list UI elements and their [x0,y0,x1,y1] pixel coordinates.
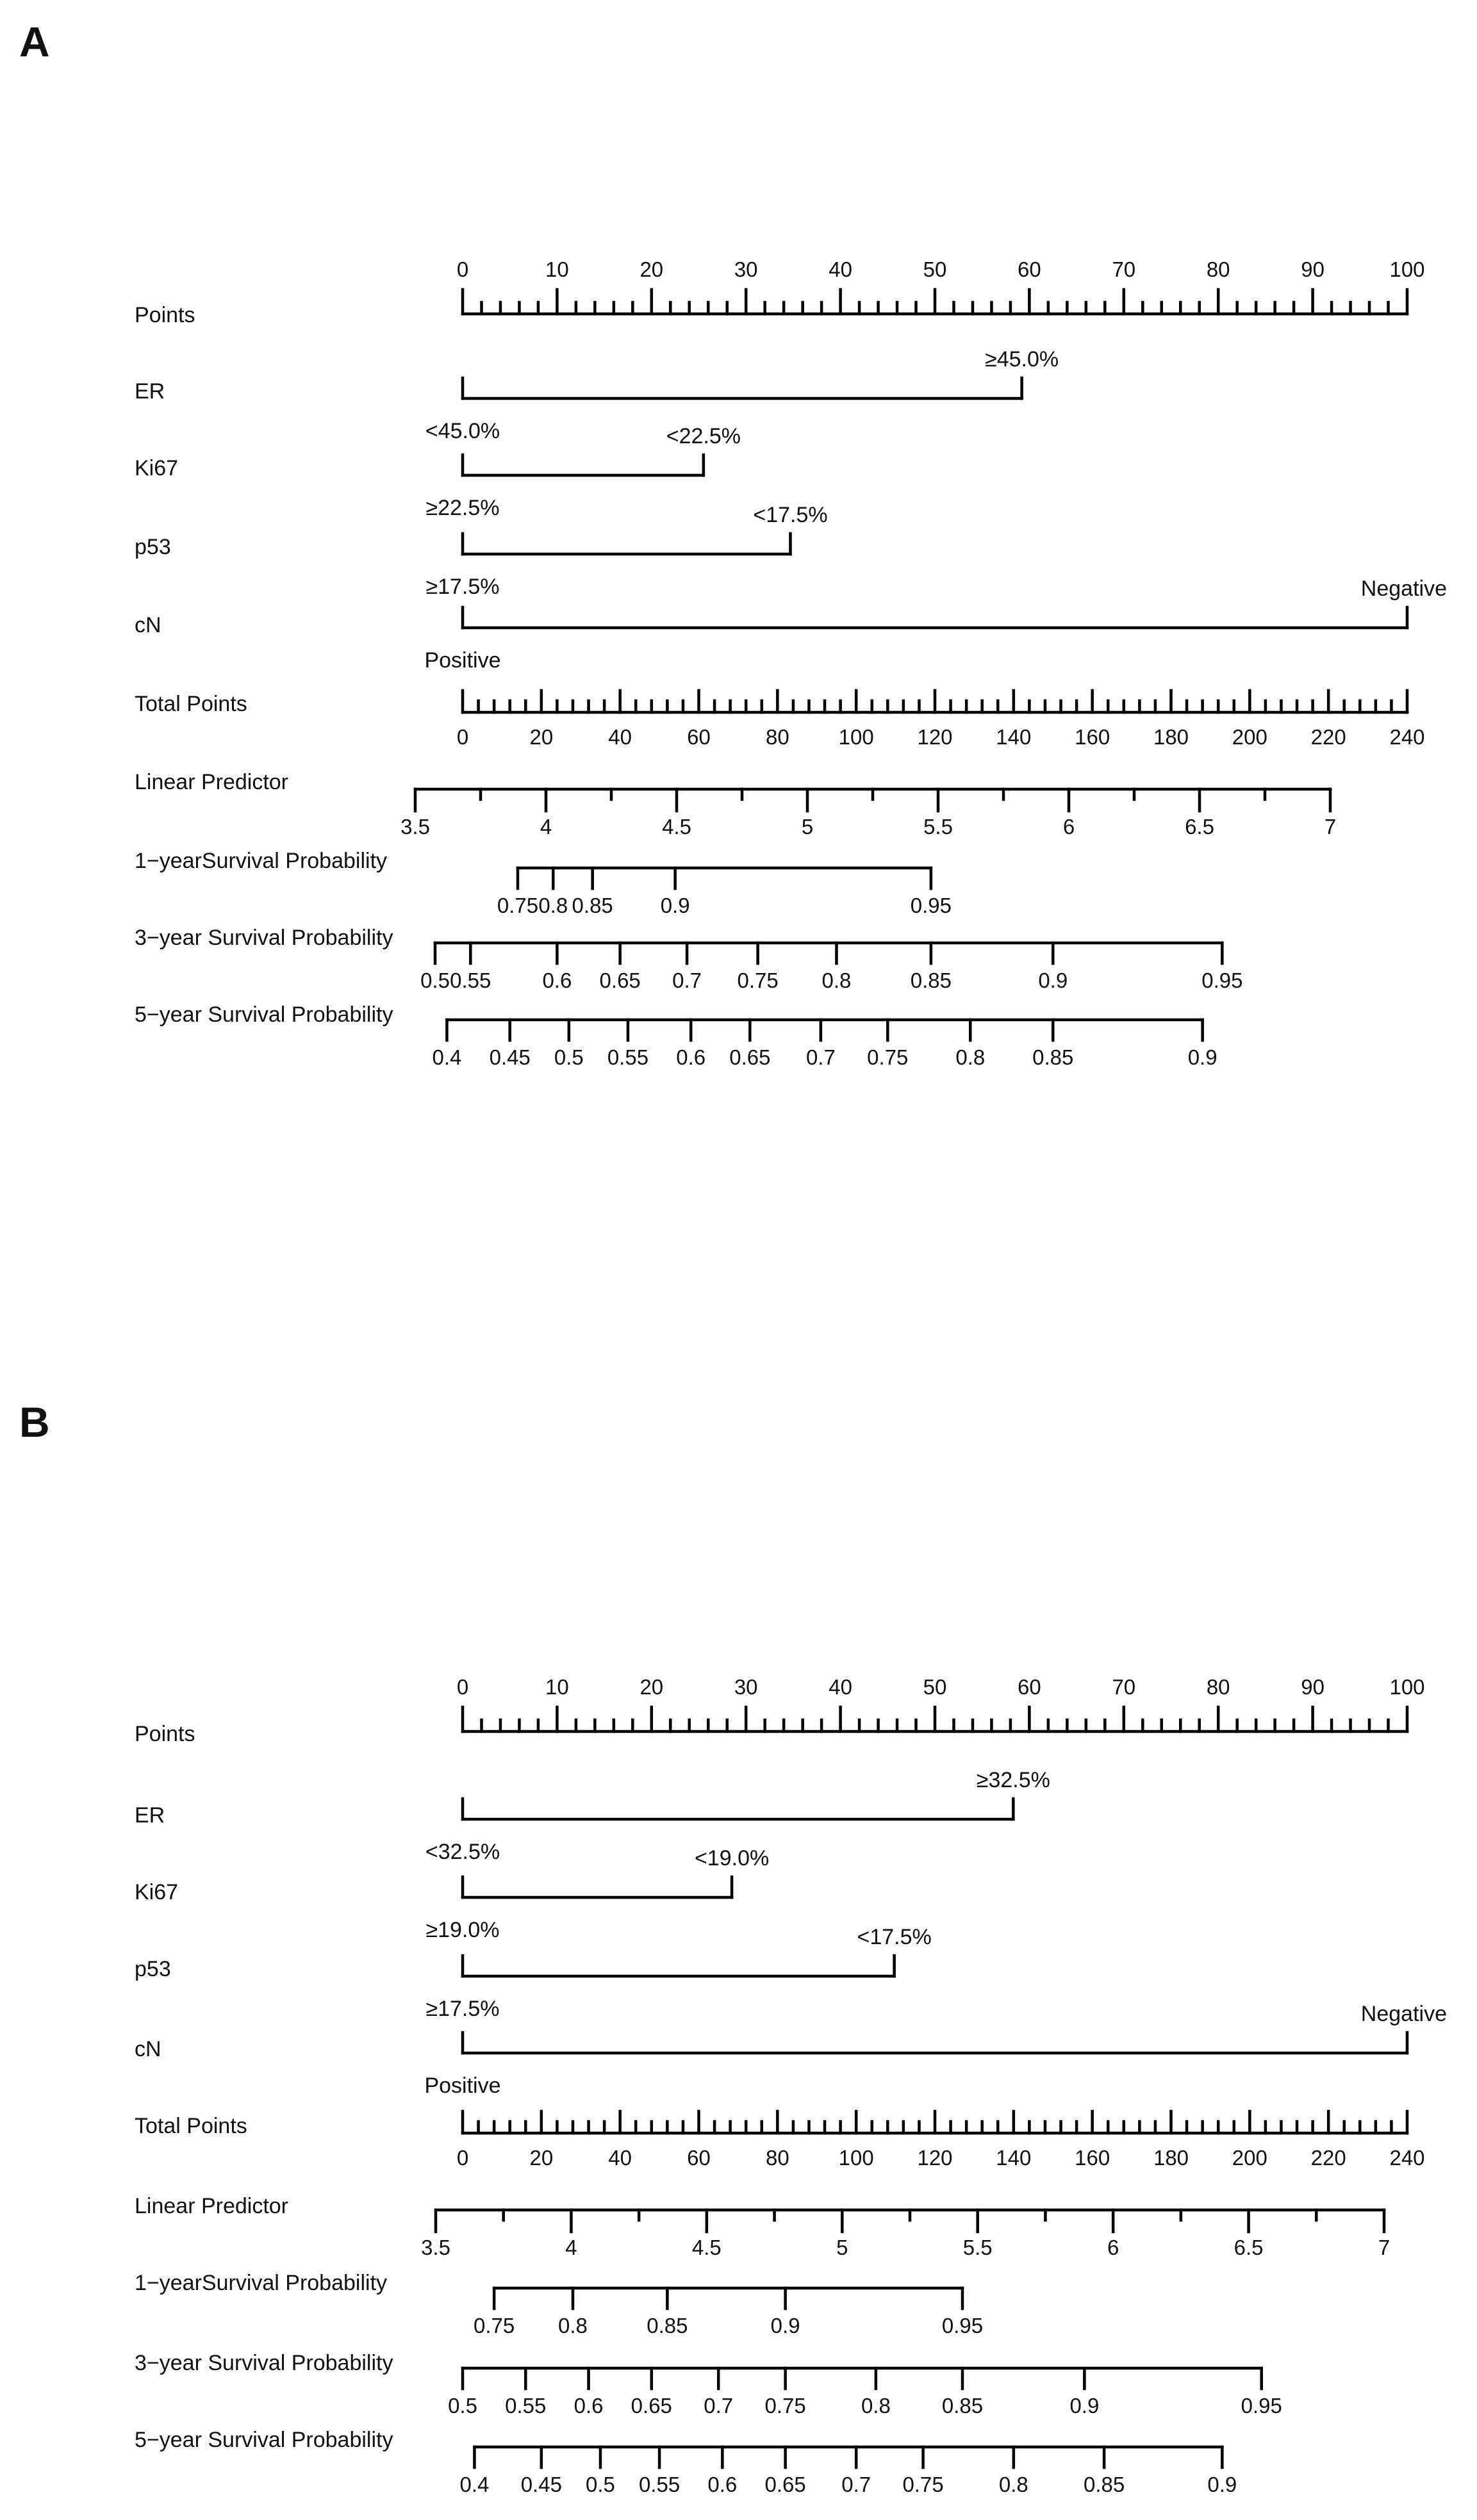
row-1-yearsurvival-probability [135,2271,983,2337]
probability-tick-label: 0.85 [910,969,952,992]
probability-tick-label: 0.6 [542,969,572,992]
probability-tick-label: 0.9 [660,894,690,917]
factor-level-label: ≥45.0% [985,347,1059,372]
factor-level-label: <22.5% [666,424,741,448]
lp-tick-label: 5 [801,815,814,839]
points-tick-label: 90 [1301,258,1324,281]
probability-tick-label: 0.7 [841,2473,871,2496]
points-tick-label: 60 [1018,1675,1041,1699]
row-points [135,258,1425,327]
probability-tick-label: 0.9 [770,2314,800,2337]
factor-level-label: <17.5% [753,503,828,527]
points-tick-label: 90 [1301,1675,1324,1699]
factor-level-label: Positive [424,2074,501,2098]
row-name: Linear Predictor [135,770,289,794]
row-name: 1−yearSurvival Probability [135,849,388,873]
probability-tick-label: 0.85 [647,2314,688,2337]
probability-tick-label: 0.55 [505,2394,547,2418]
factor-level-label: ≥19.0% [425,1918,500,1942]
probability-tick-label: 0.85 [1083,2473,1125,2496]
points-tick-label: 50 [923,1675,947,1699]
row-name: ER [135,1803,165,1828]
row-5-year-survival-probability [135,1002,1217,1069]
probability-tick-label: 0.5 [420,969,450,992]
total-tick-label: 120 [917,725,953,749]
probability-tick-label: 0.55 [450,969,491,992]
lp-tick-label: 6 [1107,2236,1119,2259]
lp-tick-label: 5.5 [962,2236,993,2259]
row-name: Ki67 [135,1880,179,1904]
total-tick-label: 80 [765,2146,789,2170]
probability-tick-label: 0.85 [572,894,613,917]
probability-tick-label: 0.8 [861,2394,891,2418]
panel-b [19,1398,1447,2496]
lp-tick-label: 5.5 [923,815,953,839]
total-tick-label: 240 [1389,2146,1425,2170]
probability-tick-label: 0.65 [729,1045,771,1069]
factor-level-label: Positive [424,648,501,673]
total-tick-label: 180 [1153,2146,1189,2170]
points-tick-label: 50 [923,258,947,281]
row-cn [135,577,1447,673]
row-name: Ki67 [135,456,179,480]
lp-tick-label: 5 [836,2236,848,2259]
row-name: 3−year Survival Probability [135,2351,393,2375]
row-name: Points [135,303,195,327]
lp-tick-label: 7 [1324,815,1337,839]
row-name: Linear Predictor [135,2194,289,2218]
probability-tick-label: 0.9 [1038,969,1068,992]
probability-tick-label: 0.45 [520,2473,562,2496]
total-tick-label: 180 [1153,725,1189,749]
row-1-yearsurvival-probability [135,849,952,917]
points-tick-label: 100 [1389,1675,1425,1699]
probability-tick-label: 0.5 [448,2394,477,2418]
points-tick-label: 40 [829,258,852,281]
probability-tick-label: 0.8 [538,894,568,917]
total-tick-label: 20 [529,725,554,749]
points-tick-label: 80 [1206,1675,1230,1699]
factor-level-label: <17.5% [857,1925,932,1949]
points-tick-label: 70 [1112,258,1136,281]
row-name: 1−yearSurvival Probability [135,2271,388,2295]
total-tick-label: 40 [608,725,632,749]
total-tick-label: 140 [996,725,1032,749]
row-er [135,1768,1050,1864]
lp-tick-label: 4 [565,2236,577,2259]
lp-tick-label: 3.5 [400,815,430,839]
total-tick-label: 140 [996,2146,1032,2170]
probability-tick-label: 0.75 [497,894,539,917]
probability-tick-label: 0.5 [554,1045,584,1069]
points-tick-label: 0 [456,258,469,281]
row-total-points [135,2111,1425,2170]
factor-level-label: ≥32.5% [976,1768,1050,1792]
row-name: Points [135,1722,195,1746]
factor-level-label: <19.0% [694,1846,770,1870]
factor-level-label: <45.0% [425,419,500,443]
row-total-points [135,691,1425,749]
row-name: ER [135,379,165,404]
probability-tick-label: 0.6 [573,2394,604,2418]
lp-tick-label: 4.5 [662,815,691,839]
factor-level-label: <32.5% [425,1840,500,1864]
row-name: 5−year Survival Probability [135,1002,393,1027]
probability-tick-label: 0.75 [867,1045,909,1069]
lp-tick-label: 7 [1378,2236,1390,2259]
lp-tick-label: 6.5 [1234,2236,1264,2259]
row-name: p53 [135,535,171,559]
total-tick-label: 160 [1075,2146,1110,2170]
points-tick-label: 80 [1206,258,1230,281]
probability-tick-label: 0.75 [764,2394,806,2418]
factor-level-label: Negative [1360,2002,1447,2026]
probability-tick-label: 0.6 [707,2473,738,2496]
probability-tick-label: 0.9 [1187,1045,1217,1069]
panel-a [19,18,1447,1069]
points-tick-label: 20 [639,1675,664,1699]
probability-tick-label: 0.6 [676,1045,706,1069]
probability-tick-label: 0.45 [489,1045,531,1069]
total-tick-label: 200 [1232,2146,1267,2170]
total-tick-label: 0 [456,725,469,749]
points-tick-label: 100 [1389,258,1425,281]
factor-level-label: ≥17.5% [425,1997,500,2021]
row-name: cN [135,613,161,637]
row-name: cN [135,2037,161,2061]
total-tick-label: 60 [687,2146,711,2170]
panel-label: B [19,1398,50,1446]
probability-tick-label: 0.9 [1207,2473,1237,2496]
probability-tick-label: 0.95 [910,894,952,917]
lp-tick-label: 4 [540,815,552,839]
probability-tick-label: 0.8 [821,969,852,992]
points-tick-label: 20 [639,258,664,281]
panel-label: A [19,18,50,65]
row-name: Total Points [135,692,247,716]
factor-level-label: ≥17.5% [425,575,500,599]
points-tick-label: 30 [734,258,758,281]
probability-tick-label: 0.75 [474,2314,515,2337]
probability-tick-label: 0.8 [998,2473,1028,2496]
row-name: 5−year Survival Probability [135,2428,393,2452]
lp-tick-label: 6 [1062,815,1075,839]
row-linear-predictor [135,2194,1390,2259]
row-name: p53 [135,1957,171,1981]
lp-tick-label: 6.5 [1185,815,1214,839]
row-p53 [135,1925,932,2021]
probability-tick-label: 0.7 [672,969,702,992]
points-tick-label: 10 [545,1675,569,1699]
total-tick-label: 100 [838,2146,874,2170]
total-tick-label: 120 [917,2146,953,2170]
total-tick-label: 160 [1075,725,1110,749]
row-name: Total Points [135,2114,247,2138]
total-tick-label: 220 [1310,2146,1346,2170]
row-er [135,347,1059,443]
probability-tick-label: 0.5 [586,2473,615,2496]
probability-tick-label: 0.85 [1032,1045,1074,1069]
probability-tick-label: 0.4 [459,2473,490,2496]
probability-tick-label: 0.75 [737,969,779,992]
total-tick-label: 40 [608,2146,632,2170]
factor-level-label: Negative [1360,577,1447,601]
row-points [135,1675,1425,1746]
points-tick-label: 30 [734,1675,758,1699]
probability-tick-label: 0.95 [941,2314,984,2337]
factor-level-label: ≥22.5% [425,496,500,520]
probability-tick-label: 0.95 [1201,969,1243,992]
row-3-year-survival-probability [135,2351,1282,2418]
probability-tick-label: 0.95 [1241,2394,1282,2418]
probability-tick-label: 0.7 [805,1045,836,1069]
total-tick-label: 0 [456,2146,469,2170]
points-tick-label: 70 [1112,1675,1136,1699]
points-tick-label: 10 [545,258,569,281]
total-tick-label: 20 [529,2146,554,2170]
row-3-year-survival-probability [135,926,1242,992]
probability-tick-label: 0.65 [764,2473,806,2496]
points-tick-label: 40 [829,1675,852,1699]
total-tick-label: 80 [765,725,789,749]
probability-tick-label: 0.4 [432,1045,462,1069]
probability-tick-label: 0.65 [631,2394,672,2418]
total-tick-label: 240 [1389,725,1425,749]
row-linear-predictor [135,770,1336,839]
probability-tick-label: 0.55 [607,1045,649,1069]
probability-tick-label: 0.7 [704,2394,734,2418]
probability-tick-label: 0.85 [941,2394,984,2418]
row-5-year-survival-probability [135,2428,1237,2496]
probability-tick-label: 0.55 [638,2473,681,2496]
total-tick-label: 200 [1232,725,1267,749]
probability-tick-label: 0.65 [599,969,641,992]
probability-tick-label: 0.9 [1069,2394,1100,2418]
probability-tick-label: 0.75 [902,2473,944,2496]
total-tick-label: 60 [687,725,711,749]
lp-tick-label: 3.5 [421,2236,450,2259]
row-cn [135,2002,1447,2098]
probability-tick-label: 0.8 [558,2314,588,2337]
points-tick-label: 60 [1018,258,1041,281]
total-tick-label: 220 [1310,725,1346,749]
probability-tick-label: 0.8 [955,1045,986,1069]
points-tick-label: 0 [456,1675,469,1699]
total-tick-label: 100 [838,725,874,749]
lp-tick-label: 4.5 [691,2236,722,2259]
row-name: 3−year Survival Probability [135,926,393,950]
